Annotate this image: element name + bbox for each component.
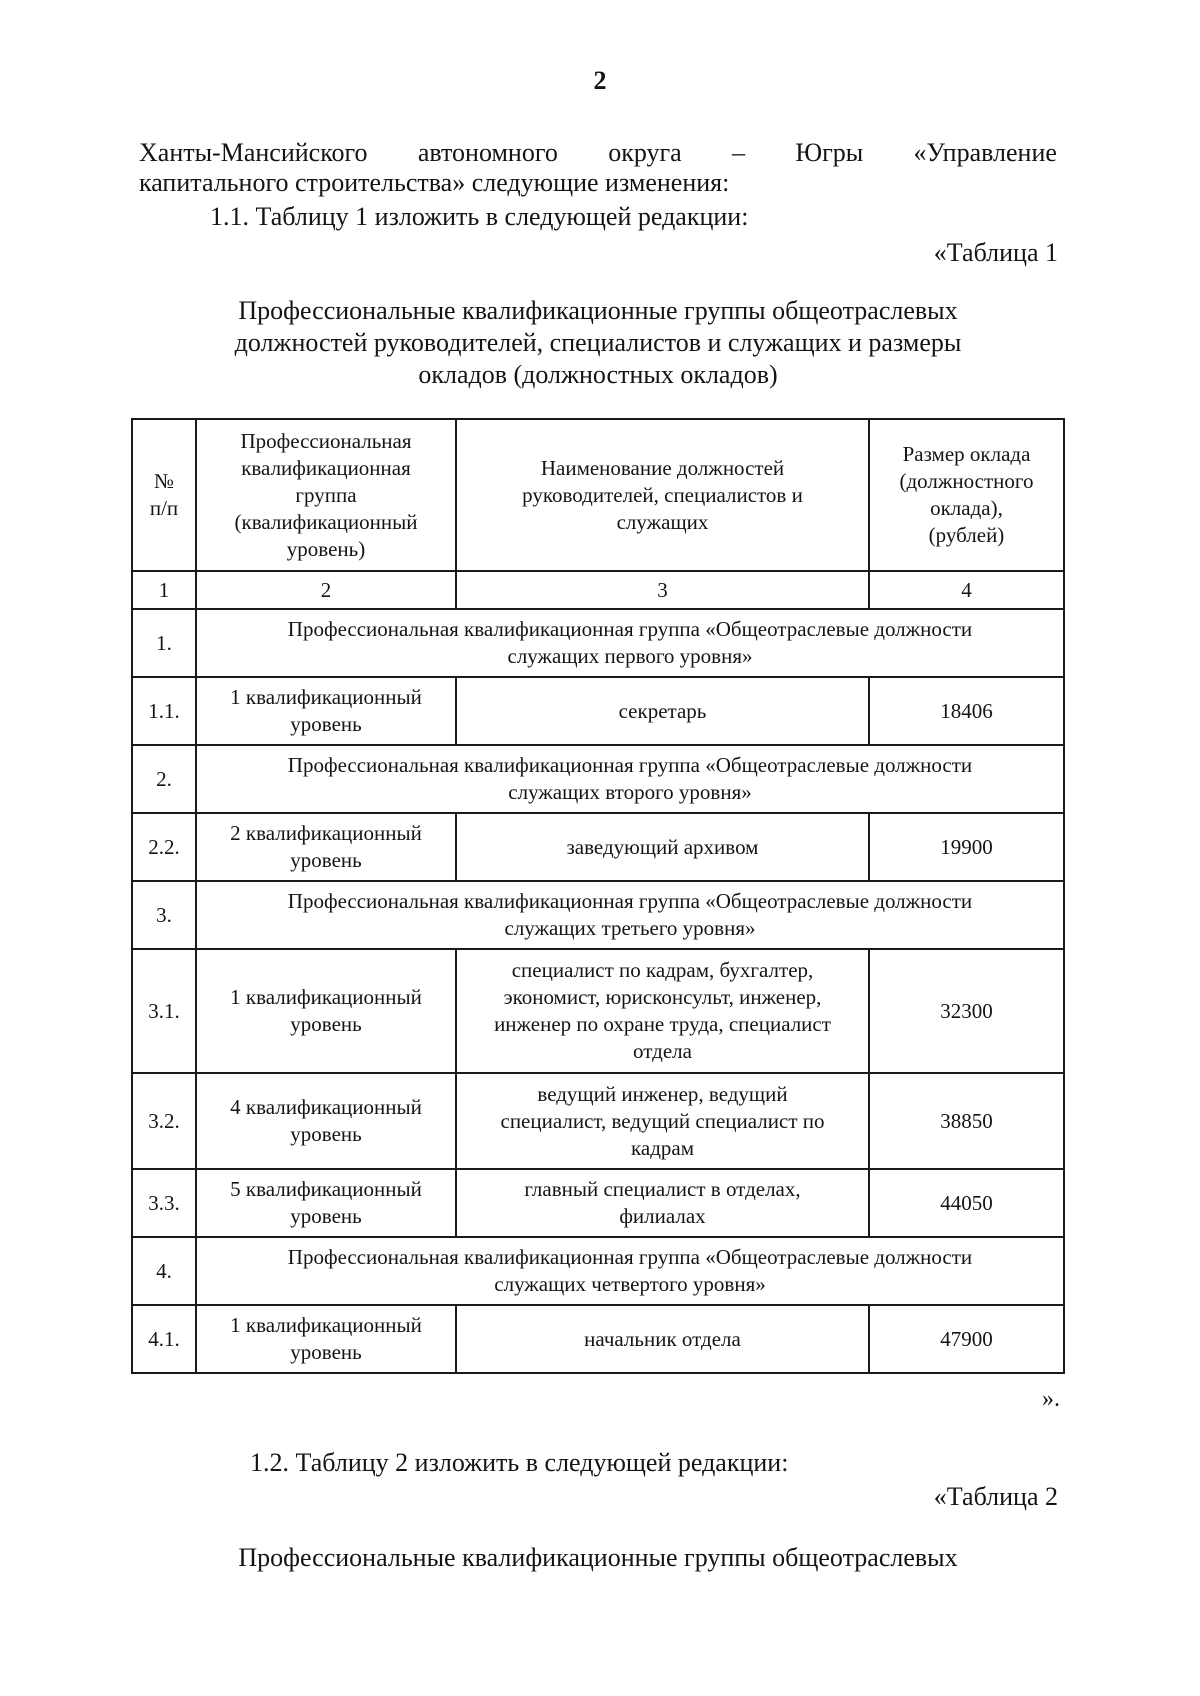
header-text: Наименование должностей [540,455,785,480]
row-number: 4.1. [132,1305,196,1373]
intro-word: округа [608,138,682,167]
column-number: 4 [869,571,1064,609]
table1-title-line: окладов (должностных окладов) [418,360,778,389]
column-number: 3 [456,571,869,609]
row-level [196,813,456,881]
row-number: 2.2. [132,813,196,881]
group-title-line: служащих второго уровня» [508,780,752,804]
positions-line: секретарь [618,698,707,723]
level-line: 1 квалификационный [230,1313,422,1337]
intro-line-2: капитального строительства» следующие изменения: [139,168,730,197]
row-level [196,1073,456,1169]
table1-label: «Таблица 1 [933,238,1058,267]
row-number: 3.3. [132,1169,196,1237]
group-number: 3. [132,881,196,949]
row-salary: 18406 [869,677,1064,745]
intro-word: Югры [795,138,864,167]
level-line: 5 квалификационный [230,1177,422,1201]
header-text: оклада), [930,496,1003,520]
group-number: 2. [132,745,196,813]
row-salary: 44050 [869,1169,1064,1237]
header-text: группа [295,482,357,507]
positions-line: ведущий инженер, ведущий [537,1081,788,1106]
group-title [196,609,1064,677]
table-row [132,1305,1064,1373]
table-row [132,1169,1064,1237]
table1-title [139,295,1057,391]
row-level [196,677,456,745]
header-text: Профессиональная [240,428,412,453]
level-line: 1 квалификационный [230,985,422,1009]
row-salary: 32300 [869,949,1064,1073]
row-positions [456,949,869,1073]
group-row [132,609,1064,677]
header-text: руководителей, специалистов и [522,482,803,507]
group-title-line: Профессиональная квалификационная группа «Общеотраслевые должности [287,617,973,641]
positions-line: главный специалист в отделах, [524,1177,801,1201]
level-line: уровень [290,1012,362,1036]
row-level [196,949,456,1073]
item-1-1: 1.1. Таблицу 1 изложить в следующей редакции: [210,202,749,231]
column-numbers-row [132,571,1064,609]
table-header-row [132,419,1064,571]
intro-word: «Управление [913,138,1057,167]
positions-line: специалист, ведущий специалист по [500,1108,825,1133]
header-positions [456,419,869,571]
header-text: (рублей) [928,523,1005,547]
positions-line: отдела [633,1039,692,1063]
page-number: 2 [593,66,607,95]
level-line: уровень [290,1204,362,1228]
table-row [132,1073,1064,1169]
table1-closing-quote: ». [1042,1386,1060,1412]
table-row [132,813,1064,881]
intro-word: – [732,138,746,167]
header-text: п/п [149,496,179,520]
row-level [196,1169,456,1237]
table1-title-line: должностей руководителей, специалистов и служащих и размеры [234,328,962,357]
header-text: (должностного [899,469,1034,493]
row-salary: 47900 [869,1305,1064,1373]
column-number: 1 [132,571,196,609]
table-row [132,677,1064,745]
table2-label: «Таблица 2 [933,1482,1058,1511]
row-number: 1.1. [132,677,196,745]
row-positions [456,1305,869,1373]
table2-title-line: Профессиональные квалификационные группы общеотраслевых [238,1543,958,1572]
group-row [132,881,1064,949]
row-number: 3.1. [132,949,196,1073]
group-title-line: служащих первого уровня» [507,644,753,668]
header-number [132,419,196,571]
header-group [196,419,456,571]
row-positions [456,813,869,881]
group-number: 1. [132,609,196,677]
row-salary: 38850 [869,1073,1064,1169]
positions-line: филиалах [619,1204,706,1228]
group-title [196,1237,1064,1305]
group-title-line: Профессиональная квалификационная группа «Общеотраслевые должности [287,889,973,913]
header-text: служащих [616,509,709,534]
positions-line: инженер по охране труда, специалист [494,1012,831,1036]
level-line: уровень [290,712,362,736]
item-1-2: 1.2. Таблицу 2 изложить в следующей редакции: [250,1448,789,1477]
group-number: 4. [132,1237,196,1305]
intro-word: Ханты-Мансийского [139,138,368,167]
group-title-line: Профессиональная квалификационная группа «Общеотраслевые должности [287,753,973,777]
header-text: Размер оклада [902,442,1031,466]
positions-line: заведующий архивом [566,834,759,859]
group-title-line: служащих третьего уровня» [504,916,756,940]
positions-line: экономист, юрисконсульт, инженер, [503,985,822,1009]
row-number: 3.2. [132,1073,196,1169]
column-number: 2 [196,571,456,609]
intro-word: автономного [417,138,558,167]
level-line: уровень [290,1122,362,1146]
positions-line: начальник отдела [584,1326,741,1351]
level-line: уровень [290,848,362,872]
row-positions [456,1073,869,1169]
level-line: 2 квалификационный [230,821,422,845]
header-salary [869,419,1064,571]
level-line: 1 квалификационный [230,685,422,709]
positions-line: кадрам [631,1135,694,1160]
positions-line: специалист по кадрам, бухгалтер, [511,958,814,982]
table1-title-line: Профессиональные квалификационные группы общеотраслевых [238,296,958,325]
salary-table [131,418,1065,1374]
header-text: № [153,469,175,493]
header-text: (квалификационный [234,509,418,534]
group-title [196,881,1064,949]
level-line: уровень [290,1340,362,1364]
group-row [132,1237,1064,1305]
intro-line-1 [139,138,1057,168]
header-text: квалификационная [241,455,411,480]
table-row [132,949,1064,1073]
group-title [196,745,1064,813]
header-text: уровень) [286,536,366,561]
row-salary: 19900 [869,813,1064,881]
level-line: 4 квалификационный [230,1095,422,1119]
row-positions [456,677,869,745]
row-positions [456,1169,869,1237]
group-title-line: служащих четвертого уровня» [494,1272,766,1296]
group-row [132,745,1064,813]
table2-title [139,1542,1057,1574]
group-title-line: Профессиональная квалификационная группа «Общеотраслевые должности [287,1245,973,1269]
row-level [196,1305,456,1373]
